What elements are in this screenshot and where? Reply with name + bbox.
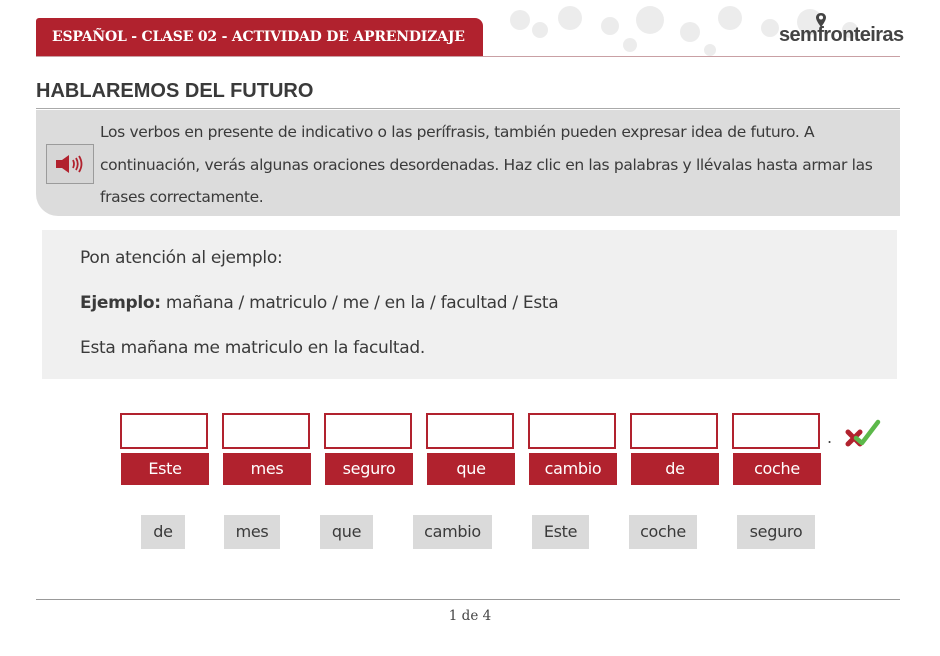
footer-divider: [36, 599, 900, 600]
drop-slot-2[interactable]: [222, 413, 310, 449]
answer-word-7: coche: [733, 453, 821, 485]
course-label: ESPAÑOL - CLASE 02 - ACTIVIDAD DE APRENDIZAJE: [52, 29, 465, 45]
drop-slot-6[interactable]: [630, 413, 718, 449]
instruction-panel: [36, 110, 900, 216]
activity-title: HABLAREMOS DEL FUTURO: [36, 80, 314, 102]
example-box: [42, 230, 897, 379]
check-cross-icon[interactable]: [844, 416, 884, 450]
word-chip-este[interactable]: Este: [532, 515, 589, 549]
drop-slot-7[interactable]: [732, 413, 820, 449]
audio-button[interactable]: [46, 144, 94, 184]
speaker-icon: [54, 153, 86, 175]
drop-slot-5[interactable]: [528, 413, 616, 449]
example-scrambled-words: mañana / matriculo / me / en la / facultad / Esta: [165, 293, 559, 313]
answer-word-6: de: [631, 453, 719, 485]
logo-text: semfronteiras: [779, 24, 904, 46]
word-chip-cambio[interactable]: cambio: [413, 515, 492, 549]
word-chip-seguro[interactable]: seguro: [737, 515, 815, 549]
answer-word-2: mes: [223, 453, 311, 485]
word-chip-coche[interactable]: coche: [629, 515, 697, 549]
example-solution: Esta mañana me matriculo en la facultad.: [80, 338, 425, 358]
page-indicator: 1 de 4: [448, 608, 492, 624]
brand-logo: [779, 20, 904, 50]
example-scrambled: [80, 293, 558, 313]
answer-word-5: cambio: [529, 453, 617, 485]
header-divider: [36, 56, 900, 57]
example-label: Ejemplo:: [80, 293, 161, 313]
word-chip-de[interactable]: de: [141, 515, 185, 549]
title-divider: [36, 108, 900, 109]
drop-slot-4[interactable]: [426, 413, 514, 449]
drop-slot-3[interactable]: [324, 413, 412, 449]
example-intro: Pon atención al ejemplo:: [80, 248, 283, 268]
sentence-period: .: [827, 428, 833, 447]
instruction-text: Los verbos en presente de indicativo o las perífrasis, también pueden expresar idea de futuro. A continuación, verás algunas oraciones desordenadas. Haz clic en las palabras y llévalas hasta armar las frases correctamente.: [100, 123, 873, 206]
answer-word-3: seguro: [325, 453, 413, 485]
word-chip-que[interactable]: que: [320, 515, 373, 549]
answer-word-1: Este: [121, 453, 209, 485]
course-header: [36, 18, 483, 57]
answer-word-4: que: [427, 453, 515, 485]
drop-slot-1[interactable]: [120, 413, 208, 449]
word-chip-mes[interactable]: mes: [224, 515, 280, 549]
